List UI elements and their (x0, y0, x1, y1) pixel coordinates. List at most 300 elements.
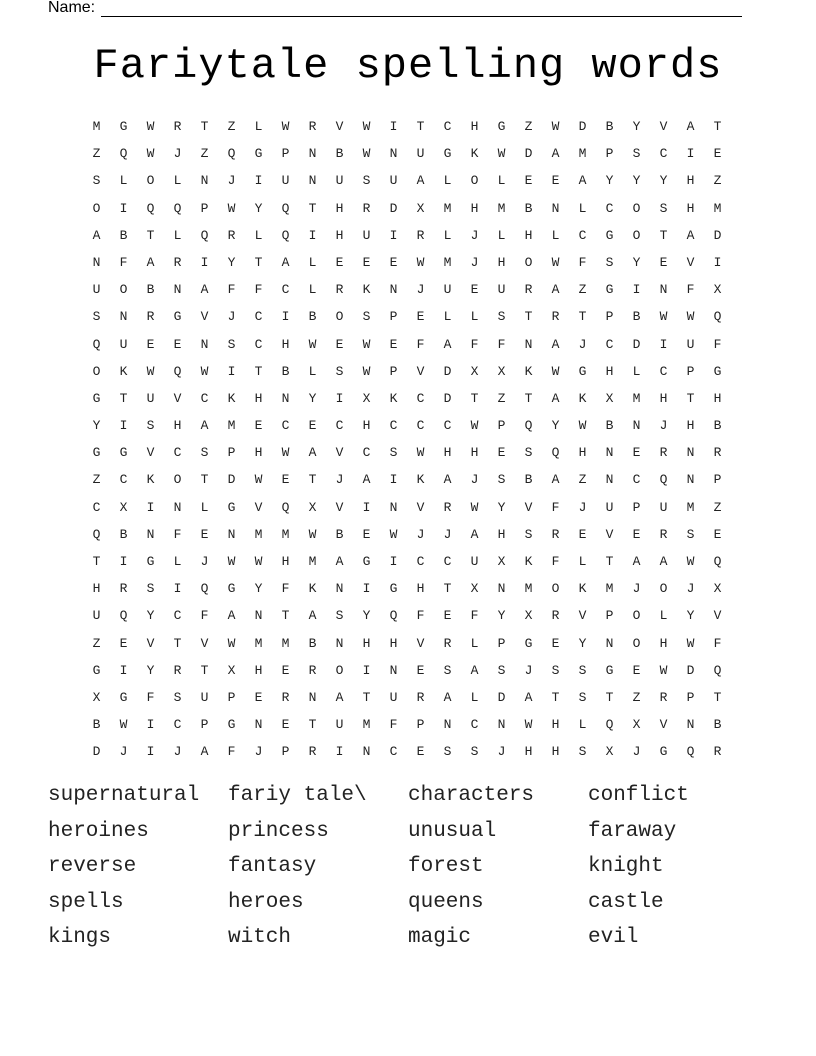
grid-letter: J (578, 499, 587, 515)
grid-letter: S (659, 200, 668, 216)
grid-letter: Q (227, 146, 236, 162)
grid-letter: A (578, 173, 587, 189)
grid-letter: L (497, 227, 506, 243)
grid-letter: P (200, 717, 209, 733)
grid-letter: L (578, 717, 587, 733)
grid-letter: S (389, 445, 398, 461)
grid-letter: U (389, 173, 398, 189)
grid-letter: Z (92, 635, 101, 651)
grid-letter: T (146, 227, 155, 243)
grid-letter: H (254, 445, 263, 461)
grid-letter: C (632, 472, 641, 488)
grid-letter: W (416, 254, 425, 270)
grid-letter: G (227, 499, 236, 515)
grid-letter: S (578, 689, 587, 705)
grid-letter: Q (200, 227, 209, 243)
grid-letter: S (92, 309, 101, 325)
grid-letter: Z (713, 173, 722, 189)
grid-letter: Q (605, 717, 614, 733)
grid-letter: N (389, 282, 398, 298)
grid-letter: R (416, 227, 425, 243)
grid-letter: Y (659, 173, 668, 189)
grid-letter: W (362, 119, 371, 134)
grid-letter: Y (254, 581, 263, 597)
grid-letter: Q (389, 608, 398, 624)
grid-letter: E (362, 254, 371, 270)
grid-letter: T (200, 472, 209, 488)
grid-letter: R (659, 526, 668, 542)
grid-letter: I (335, 390, 344, 406)
grid-letter: C (443, 418, 452, 434)
grid-letter: V (335, 499, 344, 515)
grid-letter: E (632, 445, 641, 461)
grid-letter: N (497, 581, 506, 597)
grid-letter: J (470, 227, 479, 243)
grid-letter: M (443, 254, 452, 270)
grid-letter: W (470, 418, 479, 434)
grid-letter: Q (281, 200, 290, 216)
grid-letter: M (443, 200, 452, 216)
grid-letter: H (389, 635, 398, 651)
grid-letter: M (281, 635, 290, 651)
grid-letter: R (308, 662, 317, 678)
grid-letter: H (443, 445, 452, 461)
grid-letter: A (335, 689, 344, 705)
grid-letter: E (497, 445, 506, 461)
grid-letter: C (389, 418, 398, 434)
grid-letter: R (659, 689, 668, 705)
grid-letter: L (632, 363, 641, 379)
grid-letter: F (146, 689, 155, 705)
grid-letter: H (335, 227, 344, 243)
grid-letter: Q (659, 472, 668, 488)
grid-letter: Y (308, 390, 317, 406)
word-bank-item: magic (408, 926, 472, 950)
grid-letter: C (416, 390, 425, 406)
grid-letter: Z (578, 472, 587, 488)
grid-letter: E (524, 173, 533, 189)
grid-letter: U (335, 717, 344, 733)
grid-letter: I (173, 581, 182, 597)
grid-letter: N (362, 744, 371, 760)
grid-letter: O (335, 662, 344, 678)
grid-letter: E (632, 662, 641, 678)
grid-letter: D (443, 363, 452, 379)
grid-letter: O (632, 608, 641, 624)
grid-letter: F (254, 282, 263, 298)
grid-letter: T (443, 581, 452, 597)
grid-letter: E (119, 635, 128, 651)
grid-letter: V (659, 717, 668, 733)
grid-letter: K (524, 554, 533, 569)
grid-letter: P (281, 744, 290, 760)
grid-letter: F (173, 526, 182, 542)
grid-letter: Q (713, 554, 722, 569)
grid-letter: I (119, 200, 128, 216)
grid-letter: W (227, 635, 236, 651)
grid-letter: Y (497, 499, 506, 515)
grid-letter: A (551, 472, 560, 488)
grid-letter: L (308, 363, 317, 379)
grid-letter: I (254, 173, 263, 189)
grid-letter: E (713, 146, 722, 162)
grid-letter: O (632, 635, 641, 651)
grid-letter: V (524, 499, 533, 515)
grid-letter: R (146, 309, 155, 325)
grid-letter: N (389, 146, 398, 162)
grid-letter: U (659, 499, 668, 515)
grid-letter: X (308, 499, 317, 515)
grid-letter: C (605, 336, 614, 352)
grid-letter: S (578, 744, 587, 760)
grid-letter: R (416, 689, 425, 705)
grid-letter: X (713, 282, 722, 298)
grid-letter: C (173, 717, 182, 733)
grid-letter: K (578, 581, 587, 597)
grid-letter: I (389, 227, 398, 243)
grid-letter: Q (551, 445, 560, 461)
grid-letter: Y (551, 418, 560, 434)
grid-letter: T (119, 390, 128, 406)
grid-letter: R (443, 499, 452, 515)
grid-letter: Q (146, 200, 155, 216)
grid-letter: E (659, 254, 668, 270)
grid-letter: M (92, 119, 101, 134)
grid-letter: J (578, 336, 587, 352)
grid-letter: C (173, 608, 182, 624)
grid-letter: N (605, 472, 614, 488)
grid-letter: O (92, 200, 101, 216)
grid-letter: F (470, 336, 479, 352)
grid-letter: X (470, 581, 479, 597)
grid-letter: J (200, 554, 209, 569)
grid-letter: L (578, 554, 587, 569)
grid-letter: L (443, 309, 452, 325)
grid-letter: I (389, 119, 398, 134)
grid-letter: R (524, 282, 533, 298)
grid-letter: H (416, 581, 425, 597)
grid-letter: P (281, 146, 290, 162)
grid-letter: Y (146, 608, 155, 624)
grid-letter: G (173, 309, 182, 325)
grid-letter: S (470, 744, 479, 760)
grid-letter: O (659, 581, 668, 597)
grid-letter: N (659, 282, 668, 298)
page-title: Fariytale spelling words (93, 42, 723, 90)
grid-letter: Q (173, 200, 182, 216)
grid-letter: R (119, 581, 128, 597)
grid-letter: G (119, 119, 128, 134)
grid-letter: E (335, 336, 344, 352)
grid-letter: J (659, 418, 668, 434)
grid-letter: I (659, 336, 668, 352)
grid-letter: W (389, 526, 398, 542)
grid-letter: M (281, 526, 290, 542)
grid-letter: V (605, 526, 614, 542)
grid-letter: L (497, 173, 506, 189)
grid-letter: I (335, 744, 344, 760)
grid-letter: M (254, 635, 263, 651)
grid-letter: D (92, 744, 101, 760)
grid-letter: V (713, 608, 722, 624)
grid-letter: A (632, 554, 641, 569)
grid-letter: V (200, 309, 209, 325)
grid-letter: G (389, 581, 398, 597)
grid-letter: R (173, 119, 182, 134)
grid-letter: S (92, 173, 101, 189)
grid-letter: P (227, 689, 236, 705)
grid-letter: I (146, 717, 155, 733)
grid-letter: E (281, 717, 290, 733)
grid-letter: T (713, 119, 722, 134)
grid-letter: Q (92, 526, 101, 542)
grid-letter: B (308, 309, 317, 325)
grid-letter: S (146, 418, 155, 434)
grid-letter: H (524, 227, 533, 243)
grid-letter: K (119, 363, 128, 379)
grid-letter: U (146, 390, 155, 406)
grid-letter: N (389, 662, 398, 678)
grid-letter: N (308, 689, 317, 705)
word-search-grid (83, 113, 731, 766)
grid-letter: F (686, 282, 695, 298)
grid-letter: P (497, 418, 506, 434)
grid-letter: F (551, 554, 560, 569)
grid-letter: J (524, 662, 533, 678)
grid-letter: G (578, 363, 587, 379)
grid-letter: W (686, 635, 695, 651)
grid-letter: L (470, 635, 479, 651)
grid-letter: T (308, 717, 317, 733)
grid-letter: G (119, 689, 128, 705)
grid-letter: A (308, 445, 317, 461)
grid-letter: N (200, 173, 209, 189)
grid-letter: C (659, 363, 668, 379)
grid-letter: Q (200, 581, 209, 597)
grid-letter: B (713, 418, 722, 434)
grid-letter: I (146, 744, 155, 760)
grid-letter: N (227, 526, 236, 542)
grid-letter: A (416, 173, 425, 189)
grid-letter: C (416, 554, 425, 569)
grid-letter: O (119, 282, 128, 298)
grid-letter: S (497, 472, 506, 488)
grid-letter: M (497, 200, 506, 216)
grid-letter: J (119, 744, 128, 760)
grid-letter: N (281, 390, 290, 406)
grid-letter: F (389, 717, 398, 733)
grid-letter: X (713, 581, 722, 597)
grid-letter: N (605, 445, 614, 461)
grid-letter: C (659, 146, 668, 162)
grid-letter: Z (524, 119, 533, 134)
grid-letter: E (254, 689, 263, 705)
grid-letter: W (551, 119, 560, 134)
grid-letter: L (173, 173, 182, 189)
grid-letter: V (254, 499, 263, 515)
grid-letter: T (713, 689, 722, 705)
grid-letter: W (416, 445, 425, 461)
grid-letter: U (281, 173, 290, 189)
grid-letter: V (416, 635, 425, 651)
grid-letter: P (416, 717, 425, 733)
grid-letter: N (443, 717, 452, 733)
grid-letter: L (308, 254, 317, 270)
grid-letter: P (389, 309, 398, 325)
grid-letter: W (686, 309, 695, 325)
grid-letter: L (551, 227, 560, 243)
grid-letter: U (362, 227, 371, 243)
grid-letter: M (308, 554, 317, 569)
grid-letter: L (470, 689, 479, 705)
grid-letter: S (335, 608, 344, 624)
grid-letter: E (551, 173, 560, 189)
grid-letter: K (470, 146, 479, 162)
grid-letter: O (524, 254, 533, 270)
grid-letter: S (578, 662, 587, 678)
grid-letter: C (92, 499, 101, 515)
grid-letter: M (686, 499, 695, 515)
grid-letter: I (362, 581, 371, 597)
grid-letter: V (578, 608, 587, 624)
name-field (48, 0, 742, 17)
grid-letter: T (254, 254, 263, 270)
grid-letter: N (173, 282, 182, 298)
grid-letter: J (416, 526, 425, 542)
grid-letter: H (335, 200, 344, 216)
grid-letter: G (92, 390, 101, 406)
grid-letter: O (470, 173, 479, 189)
grid-letter: I (713, 254, 722, 270)
grid-letter: E (362, 526, 371, 542)
grid-letter: C (254, 309, 263, 325)
grid-letter: N (686, 445, 695, 461)
grid-letter: B (524, 200, 533, 216)
grid-letter: E (416, 662, 425, 678)
word-bank-item: supernatural (48, 784, 200, 807)
grid-letter: F (119, 254, 128, 270)
grid-letter: B (632, 309, 641, 325)
word-bank-item: reverse (48, 855, 137, 879)
grid-letter: I (119, 418, 128, 434)
grid-letter: A (443, 336, 452, 352)
grid-letter: N (605, 635, 614, 651)
grid-letter: Y (227, 254, 236, 270)
grid-letter: A (92, 227, 101, 243)
word-bank-item: witch (228, 926, 292, 950)
grid-letter: H (686, 200, 695, 216)
word-bank-item: fantasy (228, 855, 317, 879)
grid-letter: W (146, 146, 155, 162)
grid-letter: C (578, 227, 587, 243)
grid-letter: R (173, 662, 182, 678)
grid-letter: E (551, 635, 560, 651)
grid-letter: L (200, 499, 209, 515)
grid-letter: H (659, 390, 668, 406)
grid-letter: Q (524, 418, 533, 434)
grid-letter: I (389, 472, 398, 488)
grid-letter: M (632, 390, 641, 406)
grid-letter: W (227, 200, 236, 216)
grid-letter: H (605, 363, 614, 379)
grid-letter: C (389, 744, 398, 760)
grid-letter: C (281, 418, 290, 434)
grid-letter: R (443, 635, 452, 651)
grid-letter: O (335, 309, 344, 325)
grid-letter: H (362, 635, 371, 651)
grid-letter: N (524, 336, 533, 352)
grid-letter: W (578, 418, 587, 434)
grid-letter: J (497, 744, 506, 760)
grid-letter: Y (497, 608, 506, 624)
grid-letter: G (605, 662, 614, 678)
grid-letter: T (659, 227, 668, 243)
grid-letter: X (470, 363, 479, 379)
grid-letter: A (335, 554, 344, 569)
grid-letter: K (578, 390, 587, 406)
grid-letter: Q (686, 744, 695, 760)
grid-letter: T (416, 119, 425, 134)
grid-letter: A (227, 608, 236, 624)
grid-letter: L (443, 173, 452, 189)
grid-letter: A (686, 227, 695, 243)
name-underline (101, 1, 742, 17)
grid-letter: Y (146, 662, 155, 678)
grid-letter: P (686, 363, 695, 379)
grid-letter: C (470, 717, 479, 733)
grid-letter: V (173, 390, 182, 406)
grid-letter: T (605, 689, 614, 705)
grid-letter: A (524, 689, 533, 705)
grid-letter: L (578, 200, 587, 216)
grid-letter: Z (200, 146, 209, 162)
grid-letter: H (362, 418, 371, 434)
grid-letter: T (578, 309, 587, 325)
grid-letter: U (119, 336, 128, 352)
grid-letter: P (389, 363, 398, 379)
grid-letter: Q (92, 336, 101, 352)
word-bank-item: fariy tale\ (228, 784, 367, 807)
grid-letter: J (686, 581, 695, 597)
grid-letter: H (470, 445, 479, 461)
grid-letter: N (254, 717, 263, 733)
grid-letter: B (119, 526, 128, 542)
grid-letter: Q (281, 499, 290, 515)
grid-letter: X (524, 608, 533, 624)
grid-letter: L (254, 119, 263, 134)
grid-letter: L (308, 282, 317, 298)
grid-letter: C (200, 390, 209, 406)
grid-letter: U (497, 282, 506, 298)
grid-letter: R (308, 119, 317, 134)
grid-letter: W (146, 119, 155, 134)
grid-letter: D (686, 662, 695, 678)
grid-letter: F (416, 608, 425, 624)
grid-letter: I (362, 662, 371, 678)
grid-letter: W (659, 662, 668, 678)
grid-letter: U (335, 173, 344, 189)
grid-letter: F (551, 499, 560, 515)
grid-letter: V (686, 254, 695, 270)
grid-letter: H (551, 744, 560, 760)
grid-letter: M (227, 418, 236, 434)
grid-letter: Q (713, 309, 722, 325)
grid-letter: E (443, 608, 452, 624)
grid-letter: J (470, 254, 479, 270)
grid-letter: U (470, 554, 479, 569)
grid-letter: Z (497, 390, 506, 406)
grid-letter: E (416, 309, 425, 325)
